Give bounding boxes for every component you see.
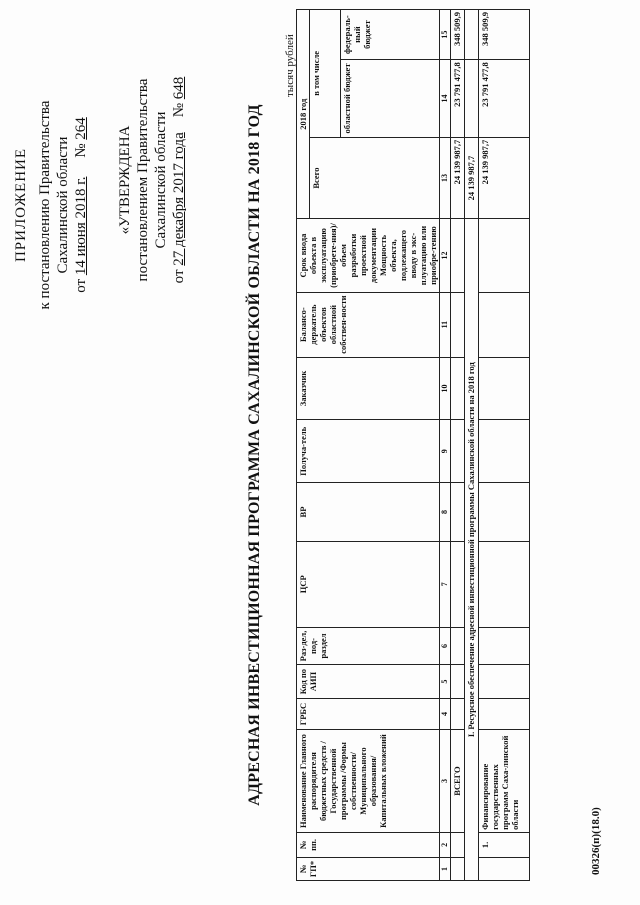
program-table xyxy=(296,9,530,881)
row-federal: 348 509,9 xyxy=(479,10,530,60)
appendix-date-line xyxy=(72,25,90,385)
col-header-pp: № пп. xyxy=(297,832,440,857)
column-number: 14 xyxy=(440,60,451,137)
col-header-total: Всего xyxy=(310,137,440,219)
column-number: 4 xyxy=(440,698,451,729)
column-number: 13 xyxy=(440,137,451,219)
column-number: 12 xyxy=(440,219,451,292)
approval-no-label: № xyxy=(171,102,187,118)
col-header-name: Наименование Главного распорядителя бюджетных средств / Государственной программы /Формы собственности/ Муниципального образования/ Капитальных вложений xyxy=(297,730,440,833)
approval-line-1: постановлением Правительства xyxy=(135,78,151,282)
approval-no: 648 xyxy=(171,76,187,100)
approval-title: «УТВЕРЖДЕНА xyxy=(117,125,133,235)
section-row xyxy=(465,10,479,881)
program-table-wrap xyxy=(296,9,530,881)
row-regional: 23 791 477,8 xyxy=(479,60,530,137)
appendix-date: 14 июня 2018 г. xyxy=(73,176,89,276)
approval-date-prefix: от xyxy=(171,269,187,284)
col-header-aip-code: Код по АИП xyxy=(297,665,440,699)
appendix-line-2: Сахалинской области xyxy=(55,136,71,274)
approval-block xyxy=(116,15,188,345)
total-federal: 348 509,9 xyxy=(451,10,465,60)
column-number: 15 xyxy=(440,10,451,60)
col-header-regional: областной бюджет xyxy=(341,60,440,137)
appendix-date-prefix: от xyxy=(73,278,89,293)
column-number: 10 xyxy=(440,357,451,420)
form-code: 00326(п)(18.0) xyxy=(590,807,602,875)
col-header-grbs: ГРБС xyxy=(297,698,440,729)
appendix-block xyxy=(12,25,90,385)
row-name: Финансирование государственных программ Саха-линской области xyxy=(479,730,530,833)
column-number: 2 xyxy=(440,832,451,857)
appendix-no-label: № xyxy=(73,143,89,158)
col-header-customer: Заказчик xyxy=(297,357,440,420)
column-number: 8 xyxy=(440,483,451,542)
col-header-csr: ЦСР xyxy=(297,541,440,627)
approval-date: 27 декабря 2017 года xyxy=(171,132,187,266)
total-sum: 24 139 987,7 xyxy=(451,137,465,219)
col-header-incl: в том числе xyxy=(310,10,341,138)
col-header-holder: Балансо-держатель объектов областной собствен-ности xyxy=(297,292,440,357)
approval-line-2: Сахалинской области xyxy=(153,111,169,249)
col-header-vr: ВР xyxy=(297,483,440,542)
column-number: 3 xyxy=(440,730,451,833)
total-row xyxy=(451,10,465,881)
approval-date-line xyxy=(170,15,188,345)
column-number: 1 xyxy=(440,857,451,880)
column-number: 7 xyxy=(440,541,451,627)
col-header-gp: № ГП* xyxy=(297,857,440,880)
column-number: 11 xyxy=(440,292,451,357)
col-header-federal: федераль-ный бюджет xyxy=(341,10,440,60)
document-title: АДРЕСНАЯ ИНВЕСТИЦИОННАЯ ПРОГРАММА САХАЛИНСКОЙ ОБЛАСТИ НА 2018 ГОД xyxy=(246,104,263,806)
header-row-1 xyxy=(297,10,310,881)
col-header-recipient: Получа-тель xyxy=(297,420,440,483)
appendix-title: ПРИЛОЖЕНИЕ xyxy=(13,147,29,263)
column-number: 6 xyxy=(440,627,451,665)
col-header-section: Раз-дел, под-раздел xyxy=(297,627,440,665)
section-label: I. Ресурсное обеспечение адресной инвестиционной программы Сахалинской области на 2018 год xyxy=(465,219,479,881)
total-regional: 23 791 477,8 xyxy=(451,60,465,137)
col-header-year: 2018 год xyxy=(297,10,310,219)
appendix-line-1: к постановлению Правительства xyxy=(37,100,53,310)
section-total: 24 139 987,7 xyxy=(465,137,479,219)
unit-label: тысяч рублей xyxy=(284,34,296,97)
total-label: ВСЕГО xyxy=(451,730,465,833)
appendix-no: 264 xyxy=(73,117,89,140)
col-header-commission: Срок ввода объекта в эксплуатацию (приобрете-ния)/ объем разработки проектной документации Мощность объекта, подлежащего вводу в экс-плуатацию или приобре-тению xyxy=(297,219,440,292)
row-total: 24 139 987,7 xyxy=(479,137,530,219)
table-row xyxy=(479,10,530,881)
column-number: 9 xyxy=(440,420,451,483)
row-number: 1. xyxy=(479,832,530,857)
column-number-row xyxy=(440,10,451,881)
column-number: 5 xyxy=(440,665,451,699)
